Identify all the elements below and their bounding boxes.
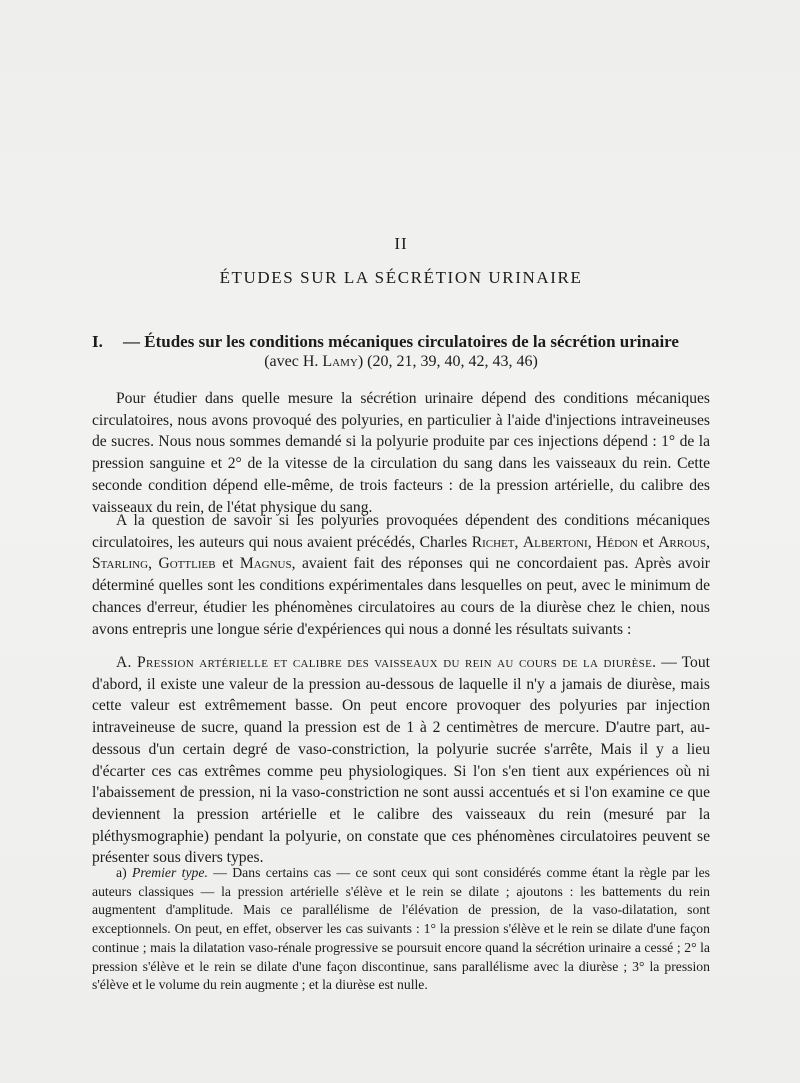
- paragraph-3-body: — Tout d'abord, il existe une valeur de la pression au-dessous de laquelle il n'y a jamais de diurèse, mais cette valeur est extrêmement basse. On peut encore provoquer des polyuries par injection intraveineuse de sucre, quand la pression est de 1 à 2 centimètres de mercure. D'autre part, au-dessous d'un certain degré de vaso-constriction, la polyurie sucrée s'arrête, Mais il y a lieu d'écarter ces cas extrêmes comme peu physiologiques. Si l'on s'en tient aux expériences où ni l'abaissement de pression, ni la vaso-constriction ne sont aussi accentués et si l'on examine ce que deviennent la pression artérielle et le calibre des vaisseaux du rein (mesuré par la pléthysmographie) pendant la polyurie, on constate que ces phénomènes circulatoires peuvent se présenter sous divers types.: [92, 654, 710, 867]
- part-number: II: [394, 234, 408, 253]
- item-label: a): [116, 865, 132, 880]
- p2-part-b: ,: [514, 533, 523, 551]
- p2-part-e: ,: [706, 533, 710, 551]
- item-heading: Premier type.: [131, 865, 208, 880]
- author-hedon: Hédon: [596, 533, 638, 551]
- author-starling: Starling: [92, 555, 149, 573]
- bleed-through-texture: [40, 110, 760, 286]
- p2-part-d: et: [637, 533, 659, 551]
- author-magnus: Magnus: [239, 555, 292, 573]
- subtitle-refs: ) (20, 21, 39, 40, 42, 43, 46): [357, 353, 538, 370]
- section-number: I.: [92, 332, 103, 351]
- paragraph-2-text: [92, 510, 710, 640]
- author-albertoni: Albertoni: [522, 533, 588, 551]
- p2-part-h: , avaient fait des réponses qui ne concordaient pas. Après avoir déterminé quelles sont les conditions expérimentales dans lesquelles on peut, avec le minimum de chances d'erreur, étudier les phénomènes circulatoires au cours de la diurèse chez le chien, nous avons entrepris une longue série d'expériences qui nous a donné les résultats suivants :: [92, 555, 711, 638]
- subtitle-prefix: (avec H.: [264, 353, 323, 370]
- paragraph-4-body: — Dans certains cas — ce sont ceux qui sont considérés comme étant la règle par les auteurs classiques — la pression artérielle s'élève et le rein se dilate ; ajoutons : les battements du rein augmentent d'amplitude. Mais ce parallélisme de l'élévation de pression, de la vaso-dilatation, sont exceptionnels. On peut, en effet, observer les cas suivants : 1° la pression s'élève et le rein se dilate d'une façon continue ; mais la dilatation vaso-rénale progressive se poursuit encore quand la sécrétion urinaire a cessé ; 2° la pression s'élève et le rein se dilate d'une façon discontinue, sans parallélisme avec la diurèse ; 3° la pression s'élève et le volume du rein augmente ; et la diurèse est nulle.: [92, 865, 711, 993]
- p2-part-c: ,: [587, 533, 597, 551]
- paragraph-1-text: Pour étudier dans quelle mesure la sécrétion urinaire dépend des conditions mécaniques circulatoires, nous avons provoqué des polyuries, en particulier à l'aide d'injections intraveineuses de sucres. Nous nous sommes demandé si la polyurie produite par ces injections dépend : 1° de la pression sanguine et 2° de la vitesse de la circulation du sang dans les vaisseaux du rein. Cette seconde condition dépend elle-même, de trois facteurs : de la pression artérielle, du calibre des vaisseaux du rein, de l'état physique du sang.: [92, 390, 710, 516]
- section-subtitle: [92, 353, 710, 371]
- p2-part-g: et: [215, 555, 240, 573]
- paragraph-2: [92, 510, 710, 640]
- author-arrous: Arrous: [658, 533, 707, 551]
- paragraph-3: [92, 652, 710, 869]
- p2-part-f: ,: [148, 555, 159, 573]
- paragraph-4-text: [92, 864, 710, 995]
- subtitle-author: Lamy: [322, 353, 358, 370]
- part-title: ÉTUDES SUR LA SÉCRÉTION URINAIRE: [219, 268, 583, 287]
- subsection-heading-a: A. Pression artérielle et calibre des vaisseaux du rein au cours de la diurèse.: [116, 654, 657, 671]
- section-title-text: — Études sur les conditions mécaniques circulatoires de la sécrétion urinaire: [123, 332, 679, 351]
- paragraph-4: [92, 864, 710, 995]
- author-gottlieb: Gottlieb: [158, 555, 216, 573]
- paragraph-1: [92, 388, 710, 518]
- paragraph-3-text: [92, 652, 710, 869]
- section-title: [92, 332, 710, 352]
- author-richet: Richet: [471, 533, 515, 551]
- p2-part-a: A la question de savoir si les polyuries provoquées dépendent des conditions mécaniques circulatoires, les auteurs qui nous avaient précédés, Charles: [92, 512, 710, 551]
